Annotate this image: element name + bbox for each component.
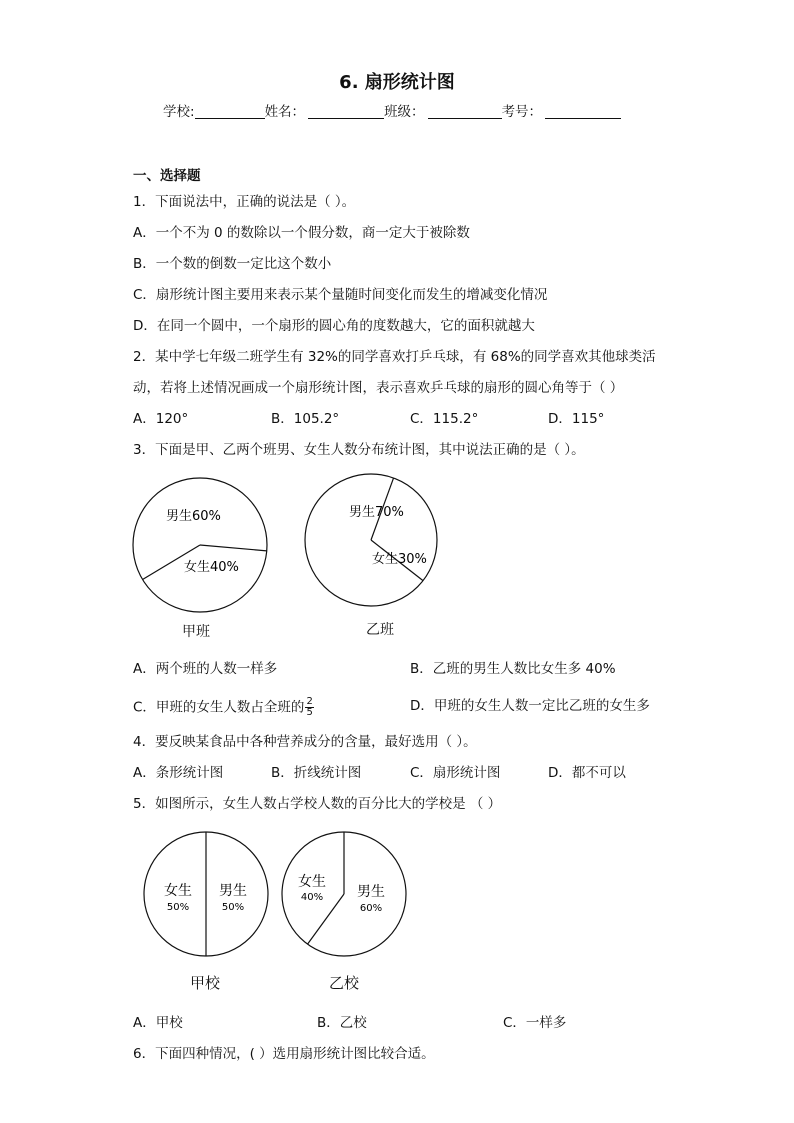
school-b-boy-percent: 60% <box>359 903 383 914</box>
q3-option-c-text: C．甲班的女生人数占全班的 <box>133 699 305 716</box>
section-heading: 一、选择题 <box>133 168 201 184</box>
fraction-two-fifths <box>305 697 313 718</box>
q3-option-c[interactable] <box>133 697 314 718</box>
fraction-numerator: 2 <box>306 696 313 707</box>
q1-stem: 1．下面说法中，正确的说法是（ ）。 <box>133 194 356 210</box>
q1-option-c[interactable]: C．扇形统计图主要用来表示某个量随时间变化而发生的增减变化情况 <box>133 287 548 303</box>
school-b-girl-label: 女生 <box>298 874 326 890</box>
school-a-boy-label: 男生 <box>219 883 247 899</box>
school-a-boy-percent: 50% <box>221 902 245 913</box>
school-a-girl-label: 女生 <box>164 883 192 899</box>
q2-option-c[interactable]: C．115.2° <box>410 411 479 427</box>
q5-option-b[interactable]: B．乙校 <box>317 1015 367 1031</box>
school-b-pie-chart <box>280 830 410 960</box>
q2-option-d[interactable]: D．115° <box>548 411 605 427</box>
school-a-pie-chart <box>142 830 272 960</box>
q2-option-b[interactable]: B．105.2° <box>271 411 340 427</box>
q4-option-a[interactable]: A．条形统计图 <box>133 765 224 781</box>
q3-option-b[interactable]: B．乙班的男生人数比女生多 40% <box>410 661 616 677</box>
school-b-girl-percent: 40% <box>300 892 324 903</box>
q4-option-b[interactable]: B．折线统计图 <box>271 765 362 781</box>
name-label: 姓名： <box>264 104 306 120</box>
name-blank[interactable] <box>308 104 384 119</box>
school-b-boy-label: 男生 <box>357 884 385 900</box>
exam-no-blank[interactable] <box>545 104 621 119</box>
school-blank[interactable] <box>195 104 265 119</box>
fraction-denominator: 5 <box>306 707 313 718</box>
q2-stem-line2: 动，若将上述情况画成一个扇形统计图，表示喜欢乒乓球的扇形的圆心角等于（ ） <box>133 380 624 396</box>
student-info-line <box>163 103 621 121</box>
school-label: 学校: <box>163 104 195 120</box>
q5-stem: 5．如图所示，女生人数占学校人数的百分比大的学校是 （ ） <box>133 796 502 812</box>
class-b-caption: 乙班 <box>366 622 394 638</box>
class-b-boy-label: 男生70% <box>349 505 404 520</box>
class-a-caption: 甲班 <box>182 624 210 640</box>
q2-stem-line1: 2．某中学七年级二班学生有 32%的同学喜欢打乒乓球，有 68%的同学喜欢其他球类活 <box>133 349 656 365</box>
q6-stem: 6．下面四种情况，( ）选用扇形统计图比较合适。 <box>133 1046 435 1062</box>
class-label: 班级： <box>384 104 425 120</box>
class-blank[interactable] <box>428 104 502 119</box>
q2-option-a[interactable]: A．120° <box>133 411 189 427</box>
class-a-pie-chart <box>130 475 270 615</box>
q3-option-a[interactable]: A．两个班的人数一样多 <box>133 661 278 677</box>
school-b-caption: 乙校 <box>329 974 360 992</box>
q1-option-d[interactable]: D．在同一个圆中，一个扇形的圆心角的度数越大，它的面积就越大 <box>133 318 535 334</box>
q4-option-d[interactable]: D．都不可以 <box>548 765 626 781</box>
q4-stem: 4．要反映某食品中各种营养成分的含量，最好选用（ ）。 <box>133 734 477 750</box>
q5-option-c[interactable]: C．一样多 <box>503 1015 567 1031</box>
class-b-pie-chart <box>303 472 443 612</box>
q3-option-d[interactable]: D．甲班的女生人数一定比乙班的女生多 <box>410 698 650 714</box>
q4-option-c[interactable]: C．扇形统计图 <box>410 765 501 781</box>
school-a-caption: 甲校 <box>190 974 221 992</box>
school-a-girl-percent: 50% <box>166 902 190 913</box>
page-title: 6. 扇形统计图 <box>339 72 455 93</box>
q5-option-a[interactable]: A．甲校 <box>133 1015 183 1031</box>
q1-option-a[interactable]: A．一个不为 0 的数除以一个假分数，商一定大于被除数 <box>133 225 470 241</box>
exam-no-label: 考号： <box>501 104 543 120</box>
class-a-girl-label: 女生40% <box>184 560 239 575</box>
class-b-girl-label: 女生30% <box>372 552 427 567</box>
q1-option-b[interactable]: B．一个数的倒数一定比这个数小 <box>133 256 332 272</box>
class-a-boy-label: 男生60% <box>166 509 221 524</box>
q3-stem: 3．下面是甲、乙两个班男、女生人数分布统计图，其中说法正确的是（ ）。 <box>133 442 585 458</box>
